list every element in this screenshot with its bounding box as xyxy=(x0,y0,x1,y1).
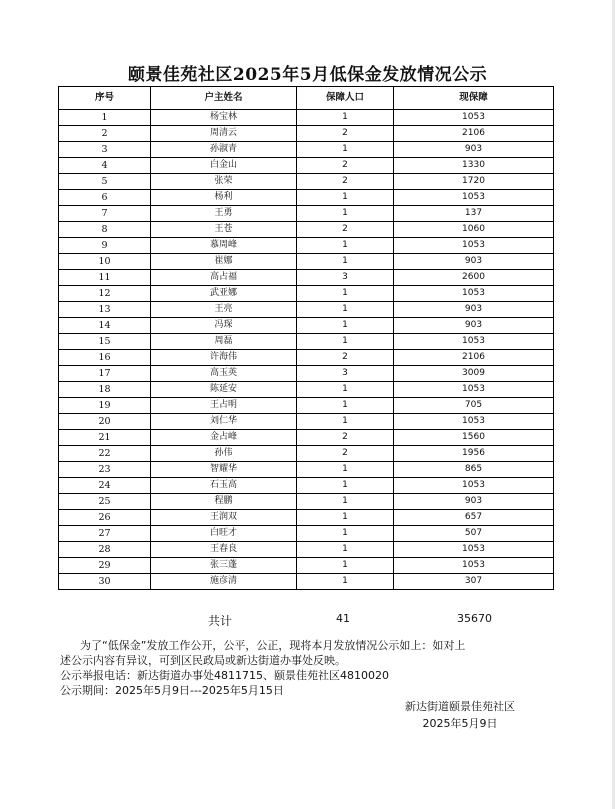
table-row xyxy=(59,142,554,158)
header-amount: 现保障 xyxy=(394,87,554,110)
row-people: 1 xyxy=(297,478,394,494)
row-serial: 12 xyxy=(59,286,151,302)
table-row xyxy=(59,286,554,302)
row-name: 孙淑青 xyxy=(151,142,297,158)
row-name: 武亚娜 xyxy=(151,286,297,302)
row-name: 孙伟 xyxy=(151,446,297,462)
row-amount: 1053 xyxy=(394,558,554,574)
subsidy-table xyxy=(58,86,554,590)
row-amount: 1560 xyxy=(394,430,554,446)
table-row xyxy=(59,462,554,478)
row-name: 张三蓬 xyxy=(151,558,297,574)
row-amount: 1053 xyxy=(394,478,554,494)
row-people: 1 xyxy=(297,382,394,398)
row-serial: 24 xyxy=(59,478,151,494)
row-name: 金占峰 xyxy=(151,430,297,446)
row-name: 高占福 xyxy=(151,270,297,286)
row-amount: 307 xyxy=(394,574,554,590)
row-name: 王勇 xyxy=(151,206,297,222)
row-serial: 3 xyxy=(59,142,151,158)
row-name: 冯琛 xyxy=(151,318,297,334)
notice-line-4: 公示期间：2025年5月9日---2025年5月15日 xyxy=(60,684,284,697)
notice-text xyxy=(60,638,550,698)
row-name: 王苍 xyxy=(151,222,297,238)
table-row xyxy=(59,526,554,542)
row-amount: 2600 xyxy=(394,270,554,286)
row-name: 周磊 xyxy=(151,334,297,350)
table-row xyxy=(59,398,554,414)
row-amount: 1053 xyxy=(394,542,554,558)
row-amount: 865 xyxy=(394,462,554,478)
table-row xyxy=(59,126,554,142)
table-row xyxy=(59,350,554,366)
row-serial: 28 xyxy=(59,542,151,558)
row-name: 白金山 xyxy=(151,158,297,174)
table-row xyxy=(59,366,554,382)
row-amount: 705 xyxy=(394,398,554,414)
row-serial: 23 xyxy=(59,462,151,478)
row-serial: 18 xyxy=(59,382,151,398)
table-row xyxy=(59,414,554,430)
row-people: 1 xyxy=(297,526,394,542)
row-amount: 1330 xyxy=(394,158,554,174)
row-serial: 2 xyxy=(59,126,151,142)
row-amount: 903 xyxy=(394,254,554,270)
row-name: 杨宝林 xyxy=(151,110,297,126)
row-amount: 1956 xyxy=(394,446,554,462)
row-people: 1 xyxy=(297,110,394,126)
row-name: 陈延安 xyxy=(151,382,297,398)
row-amount: 2106 xyxy=(394,126,554,142)
row-people: 1 xyxy=(297,238,394,254)
row-name: 张荣 xyxy=(151,174,297,190)
row-name: 刘仁华 xyxy=(151,414,297,430)
row-name: 高玉英 xyxy=(151,366,297,382)
row-amount: 2106 xyxy=(394,350,554,366)
signature-org: 新达街道颐景佳苑社区 xyxy=(405,700,515,713)
table-row xyxy=(59,382,554,398)
table-row xyxy=(59,494,554,510)
row-people: 2 xyxy=(297,174,394,190)
table-row xyxy=(59,302,554,318)
row-amount: 1053 xyxy=(394,190,554,206)
row-people: 2 xyxy=(297,430,394,446)
row-amount: 903 xyxy=(394,494,554,510)
row-amount: 1720 xyxy=(394,174,554,190)
row-amount: 903 xyxy=(394,318,554,334)
row-people: 1 xyxy=(297,574,394,590)
row-amount: 903 xyxy=(394,142,554,158)
row-amount: 1053 xyxy=(394,110,554,126)
row-people: 1 xyxy=(297,462,394,478)
total-people: 41 xyxy=(336,612,350,625)
row-name: 王占明 xyxy=(151,398,297,414)
row-serial: 17 xyxy=(59,366,151,382)
row-name: 白旺才 xyxy=(151,526,297,542)
row-people: 2 xyxy=(297,158,394,174)
row-people: 1 xyxy=(297,302,394,318)
row-serial: 10 xyxy=(59,254,151,270)
row-serial: 25 xyxy=(59,494,151,510)
table-row xyxy=(59,542,554,558)
row-amount: 657 xyxy=(394,510,554,526)
row-people: 1 xyxy=(297,334,394,350)
row-people: 1 xyxy=(297,286,394,302)
table-row xyxy=(59,270,554,286)
table-row xyxy=(59,478,554,494)
row-name: 石玉高 xyxy=(151,478,297,494)
row-people: 1 xyxy=(297,142,394,158)
notice-line-3: 公示举报电话：新达街道办事处4811715、颐景佳苑社区4810020 xyxy=(60,669,389,682)
notice-line-1: 为了“低保金”发放工作公开，公平，公正，现将本月发放情况公示如上：如对上 xyxy=(80,639,466,652)
table-row xyxy=(59,238,554,254)
row-name: 杨利 xyxy=(151,190,297,206)
row-people: 1 xyxy=(297,542,394,558)
table-row xyxy=(59,222,554,238)
row-serial: 26 xyxy=(59,510,151,526)
row-serial: 19 xyxy=(59,398,151,414)
table-row xyxy=(59,174,554,190)
row-serial: 11 xyxy=(59,270,151,286)
row-people: 1 xyxy=(297,510,394,526)
row-name: 施彦清 xyxy=(151,574,297,590)
signature-date: 2025年5月9日 xyxy=(422,717,498,730)
row-people: 2 xyxy=(297,126,394,142)
row-people: 2 xyxy=(297,350,394,366)
row-amount: 3009 xyxy=(394,366,554,382)
row-amount: 137 xyxy=(394,206,554,222)
row-amount: 1053 xyxy=(394,334,554,350)
table-row xyxy=(59,430,554,446)
row-amount: 507 xyxy=(394,526,554,542)
row-serial: 30 xyxy=(59,574,151,590)
row-people: 1 xyxy=(297,206,394,222)
row-serial: 5 xyxy=(59,174,151,190)
table-row xyxy=(59,254,554,270)
row-serial: 4 xyxy=(59,158,151,174)
row-serial: 22 xyxy=(59,446,151,462)
row-amount: 1053 xyxy=(394,238,554,254)
row-people: 1 xyxy=(297,318,394,334)
row-name: 崔娜 xyxy=(151,254,297,270)
total-label: 共计 xyxy=(208,614,233,628)
header-name: 户主姓名 xyxy=(151,87,297,110)
row-name: 周清云 xyxy=(151,126,297,142)
row-amount: 1060 xyxy=(394,222,554,238)
notice-line-2: 述公示内容有异议，可到区民政局或新达街道办事处反映。 xyxy=(60,654,346,667)
row-name: 程鹏 xyxy=(151,494,297,510)
header-people: 保障人口 xyxy=(297,87,394,110)
row-amount: 1053 xyxy=(394,382,554,398)
row-serial: 7 xyxy=(59,206,151,222)
row-people: 1 xyxy=(297,414,394,430)
row-amount: 1053 xyxy=(394,414,554,430)
row-serial: 21 xyxy=(59,430,151,446)
table-body xyxy=(59,110,554,590)
signature-block xyxy=(405,698,515,732)
table-row xyxy=(59,190,554,206)
row-name: 王润双 xyxy=(151,510,297,526)
row-people: 1 xyxy=(297,254,394,270)
row-people: 1 xyxy=(297,558,394,574)
header-serial: 序号 xyxy=(59,87,151,110)
row-people: 2 xyxy=(297,446,394,462)
row-people: 1 xyxy=(297,494,394,510)
row-serial: 8 xyxy=(59,222,151,238)
table-row xyxy=(59,446,554,462)
row-serial: 29 xyxy=(59,558,151,574)
total-amount: 35670 xyxy=(457,612,492,625)
table-row xyxy=(59,334,554,350)
row-people: 1 xyxy=(297,190,394,206)
row-people: 1 xyxy=(297,398,394,414)
row-serial: 13 xyxy=(59,302,151,318)
document-title: 颐景佳苑社区2025年5月低保金发放情况公示 xyxy=(127,65,488,85)
row-serial: 9 xyxy=(59,238,151,254)
row-serial: 16 xyxy=(59,350,151,366)
table-row xyxy=(59,206,554,222)
table-row xyxy=(59,318,554,334)
row-serial: 27 xyxy=(59,526,151,542)
row-people: 3 xyxy=(297,366,394,382)
row-serial: 1 xyxy=(59,110,151,126)
table-row xyxy=(59,574,554,590)
row-name: 智耀华 xyxy=(151,462,297,478)
row-serial: 6 xyxy=(59,190,151,206)
row-serial: 20 xyxy=(59,414,151,430)
row-serial: 15 xyxy=(59,334,151,350)
row-serial: 14 xyxy=(59,318,151,334)
table-row xyxy=(59,110,554,126)
row-name: 许海伟 xyxy=(151,350,297,366)
table-row xyxy=(59,558,554,574)
row-people: 2 xyxy=(297,222,394,238)
table-header-row xyxy=(59,87,554,110)
row-amount: 1053 xyxy=(394,286,554,302)
row-name: 王春良 xyxy=(151,542,297,558)
table-row xyxy=(59,510,554,526)
row-people: 3 xyxy=(297,270,394,286)
row-name: 王亮 xyxy=(151,302,297,318)
row-amount: 903 xyxy=(394,302,554,318)
row-name: 慕周峰 xyxy=(151,238,297,254)
table-row xyxy=(59,158,554,174)
total-row xyxy=(58,612,553,628)
